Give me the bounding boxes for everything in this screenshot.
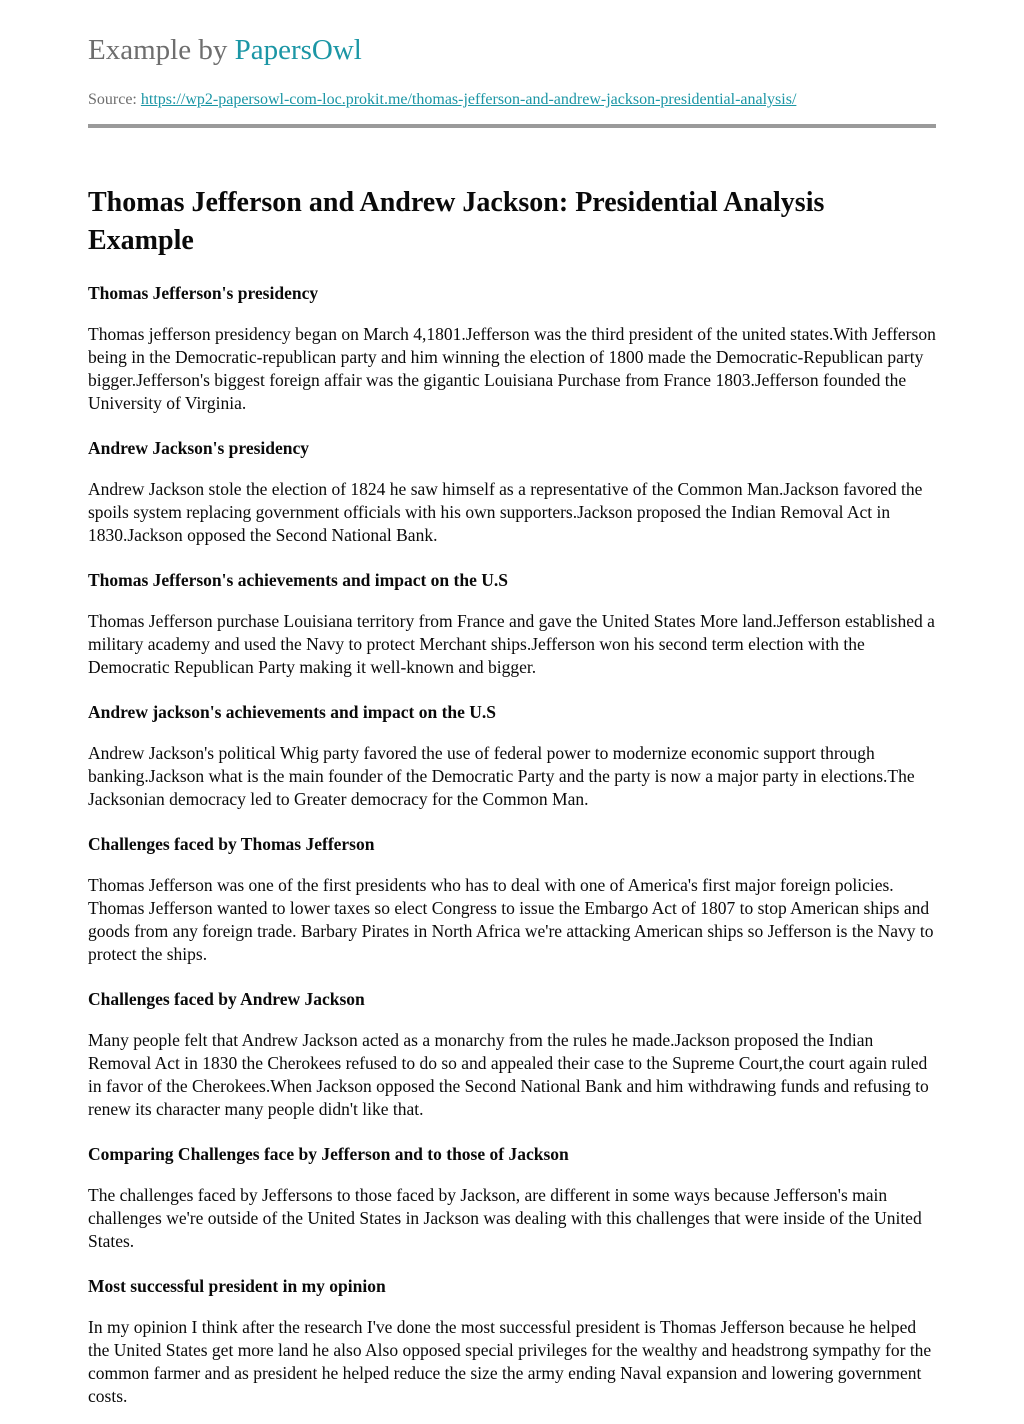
article-section xyxy=(88,437,936,547)
article-title: Thomas Jefferson and Andrew Jackson: Presidential Analysis Example xyxy=(88,187,825,256)
article-section xyxy=(88,1275,936,1408)
header-title-prefix: Example by xyxy=(88,34,235,66)
section-paragraph: Thomas Jefferson was one of the first presidents who has to deal with one of America's first major foreign policies. Thomas Jefferson wanted to lower taxes so elect Congress to issue the Embargo Act of 1807 to stop American ships and goods from any foreign trade. Barbary Pirates in North Africa we're attacking American ships so Jefferson is the Navy to protect the ships. xyxy=(88,875,934,964)
article-section xyxy=(88,1143,936,1253)
section-paragraph: In my opinion I think after the research I've done the most successful president is Thomas Jefferson because he helped the United States get more land he also Also opposed special privileges for the wealthy and headstrong sympathy for the common farmer and as president he helped reduce the size the army ending Naval expansion and lowering government costs. xyxy=(88,1317,932,1406)
divider xyxy=(88,124,936,128)
article-section xyxy=(88,282,936,415)
source-label: Source: xyxy=(88,91,141,108)
article-section xyxy=(88,569,936,679)
section-heading: Thomas Jefferson's achievements and impact on the U.S xyxy=(88,570,508,590)
article-section xyxy=(88,833,936,966)
section-paragraph: Thomas Jefferson purchase Louisiana territory from France and gave the United States More land.Jefferson established a military academy and used the Navy to protect Merchant ships.Jefferson won his second term election with the Democratic Republican Party making it well-known and bigger. xyxy=(88,611,935,677)
section-paragraph: Thomas jefferson presidency began on March 4,1801.Jefferson was the third president of the united states.With Jefferson being in the Democratic-republican party and him winning the election of 1800 made the Democratic-Republican party bigger.Jefferson's biggest foreign affair was the gigantic Louisiana Purchase from France 1803.Jefferson founded the University of Virginia. xyxy=(88,324,936,413)
section-heading: Comparing Challenges face by Jefferson and to those of Jackson xyxy=(88,1144,569,1164)
header-title xyxy=(88,33,936,67)
section-heading: Andrew jackson's achievements and impact on the U.S xyxy=(88,702,497,722)
section-heading: Challenges faced by Thomas Jefferson xyxy=(88,834,375,854)
section-paragraph: Andrew Jackson stole the election of 1824 he saw himself as a representative of the Common Man.Jackson favored the spoils system replacing government officials with his own supporters.Jackson proposed the Indian Removal Act in 1830.Jackson opposed the Second National Bank. xyxy=(88,479,923,545)
section-heading: Most successful president in my opinion xyxy=(88,1276,386,1296)
section-paragraph: The challenges faced by Jeffersons to those faced by Jackson, are different in some ways because Jefferson's main challenges we're outside of the United States in Jackson was dealing with this challenges that were inside of the United States. xyxy=(88,1185,922,1251)
article-section xyxy=(88,988,936,1121)
section-heading: Challenges faced by Andrew Jackson xyxy=(88,989,365,1009)
source-link[interactable]: https://wp2-papersowl-com-loc.prokit.me/thomas-jefferson-and-andrew-jackson-presidential-analysis/ xyxy=(140,91,797,108)
section-heading: Andrew Jackson's presidency xyxy=(88,438,310,458)
article-section xyxy=(88,701,936,811)
source-row xyxy=(88,89,936,110)
brand-name: PapersOwl xyxy=(234,34,362,66)
section-paragraph: Many people felt that Andrew Jackson acted as a monarchy from the rules he made.Jackson proposed the Indian Removal Act in 1830 the Cherokees refused to do so and appealed their case to the Supreme Court,the court again ruled in favor of the Cherokees.When Jackson opposed the Second National Bank and him withdrawing funds and refusing to renew its character many people didn't like that. xyxy=(88,1030,929,1119)
section-heading: Thomas Jefferson's presidency xyxy=(88,283,319,303)
section-paragraph: Andrew Jackson's political Whig party favored the use of federal power to modernize economic support through banking.Jackson what is the main founder of the Democratic Party and the party is now a major party in elections.The Jacksonian democracy led to Greater democracy for the Common Man. xyxy=(88,743,915,809)
